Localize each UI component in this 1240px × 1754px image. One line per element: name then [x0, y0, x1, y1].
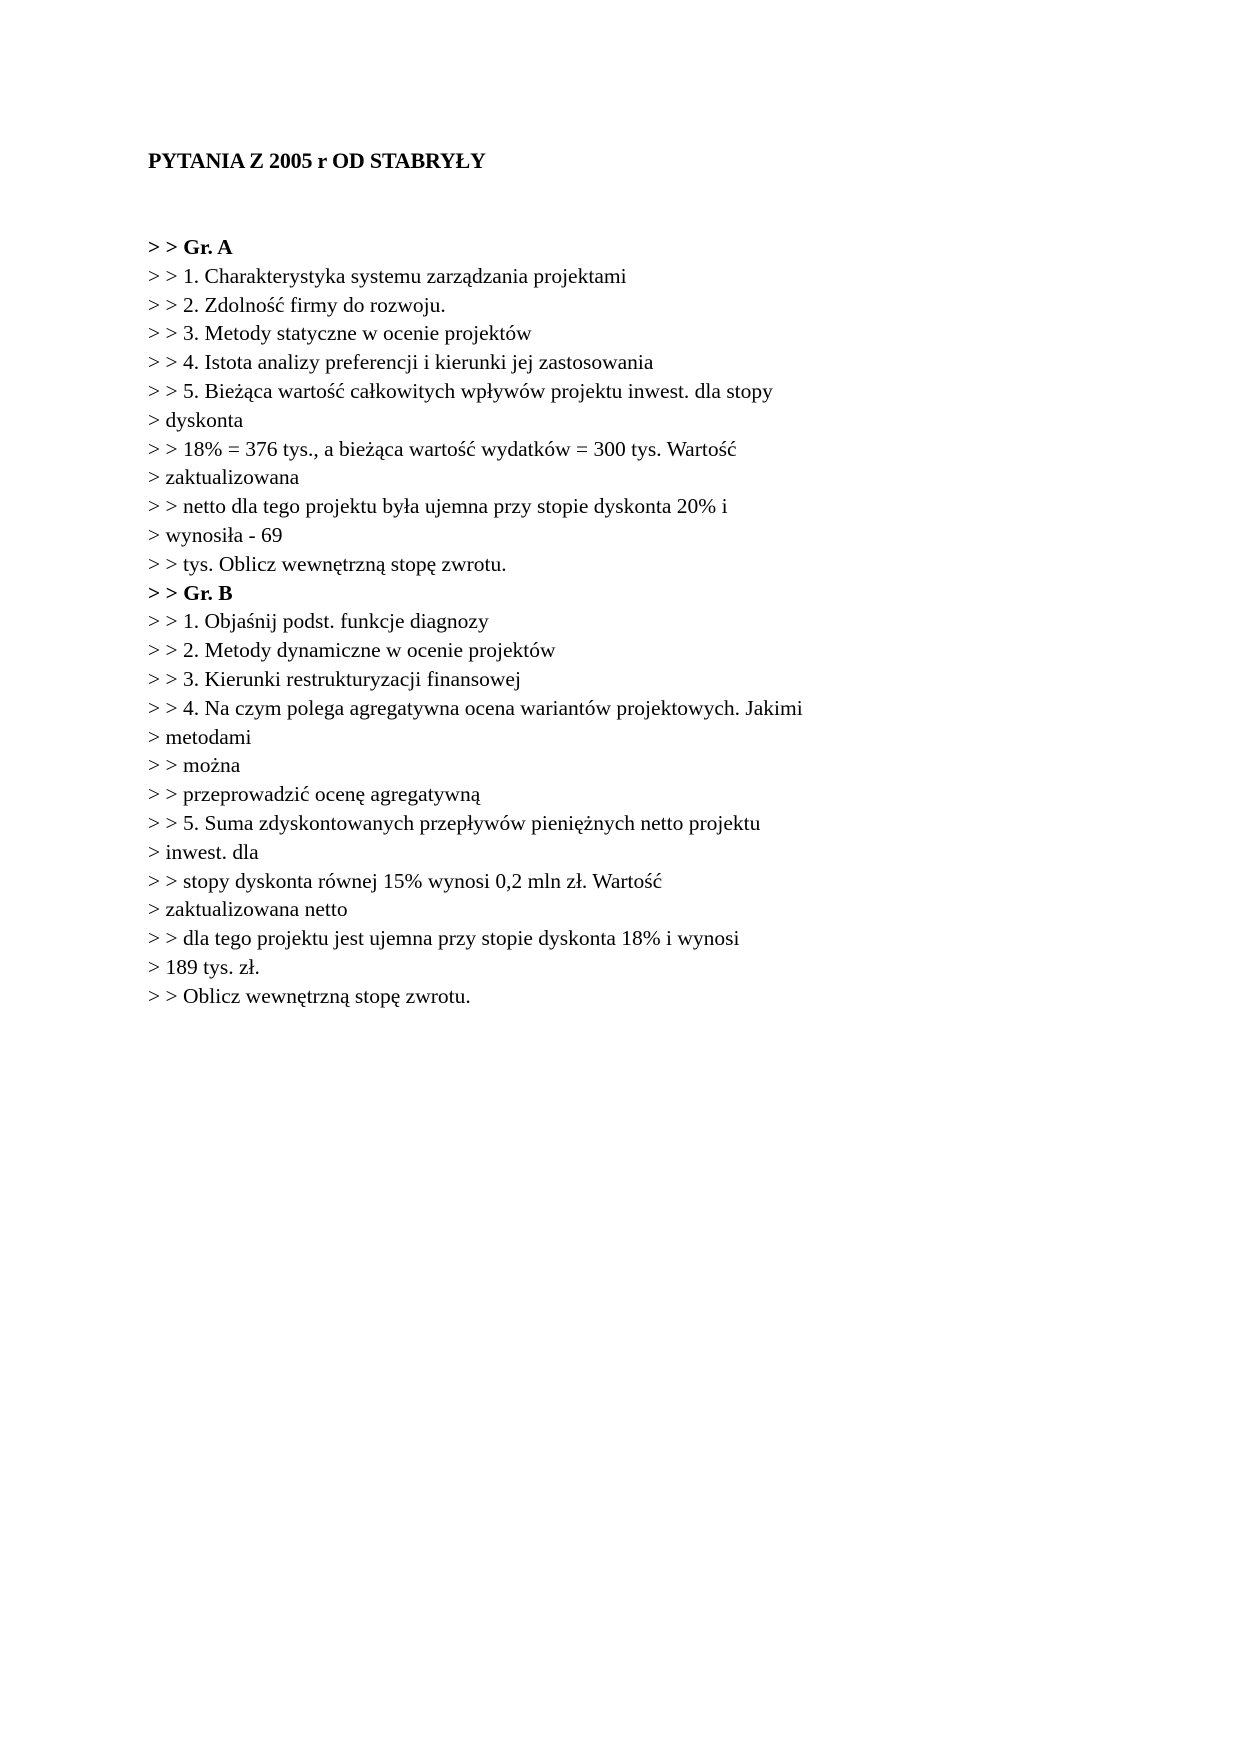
text-line: > > dla tego projektu jest ujemna przy stopie dyskonta 18% i wynosi [148, 926, 740, 951]
text-line: > inwest. dla [148, 839, 259, 864]
text-line: > > stopy dyskonta równej 15% wynosi 0,2 mln zł. Wartość [148, 868, 663, 893]
text-line: > > 5. Bieżąca wartość całkowitych wpływów projektu inwest. dla stopy [148, 378, 773, 403]
text-line: > > Oblicz wewnętrzną stopę zwrotu. [148, 983, 471, 1008]
text-line: > > 5. Suma zdyskontowanych przepływów pieniężnych netto projektu [148, 810, 761, 835]
text-line: > wynosiła - 69 [148, 522, 283, 547]
text-line: > > netto dla tego projektu była ujemna przy stopie dyskonta 20% i [148, 494, 728, 519]
group-b-heading: > > Gr. B [148, 580, 233, 605]
text-line: > > 3. Kierunki restrukturyzacji finansowej [148, 666, 521, 691]
text-line: > > 2. Metody dynamiczne w ocenie projektów [148, 638, 556, 663]
document-body [148, 233, 803, 1011]
text-line: > > można [148, 753, 241, 778]
text-line: > > 18% = 376 tys., a bieżąca wartość wydatków = 300 tys. Wartość [148, 436, 737, 461]
document-title: PYTANIA Z 2005 r OD STABRYŁY [148, 148, 486, 173]
text-line: > > przeprowadzić ocenę agregatywną [148, 782, 481, 807]
group-a-heading: > > Gr. A [148, 235, 233, 259]
text-line: > zaktualizowana netto [148, 897, 348, 922]
text-line: > zaktualizowana [148, 465, 300, 490]
text-line: > > tys. Oblicz wewnętrzną stopę zwrotu. [148, 551, 507, 576]
text-line: > > 4. Na czym polega agregatywna ocena wariantów projektowych. Jakimi [148, 695, 803, 720]
text-line: > 189 tys. zł. [148, 954, 260, 979]
text-line: > metodami [148, 724, 252, 749]
text-line: > > 4. Istota analizy preferencji i kierunki jej zastosowania [148, 350, 654, 375]
text-line: > > 2. Zdolność firmy do rozwoju. [148, 292, 446, 317]
text-line: > dyskonta [148, 407, 244, 432]
text-line: > > 3. Metody statyczne w ocenie projektów [148, 321, 532, 346]
text-line: > > 1. Objaśnij podst. funkcje diagnozy [148, 609, 489, 634]
text-line: > > 1. Charakterystyka systemu zarządzania projektami [148, 263, 627, 288]
